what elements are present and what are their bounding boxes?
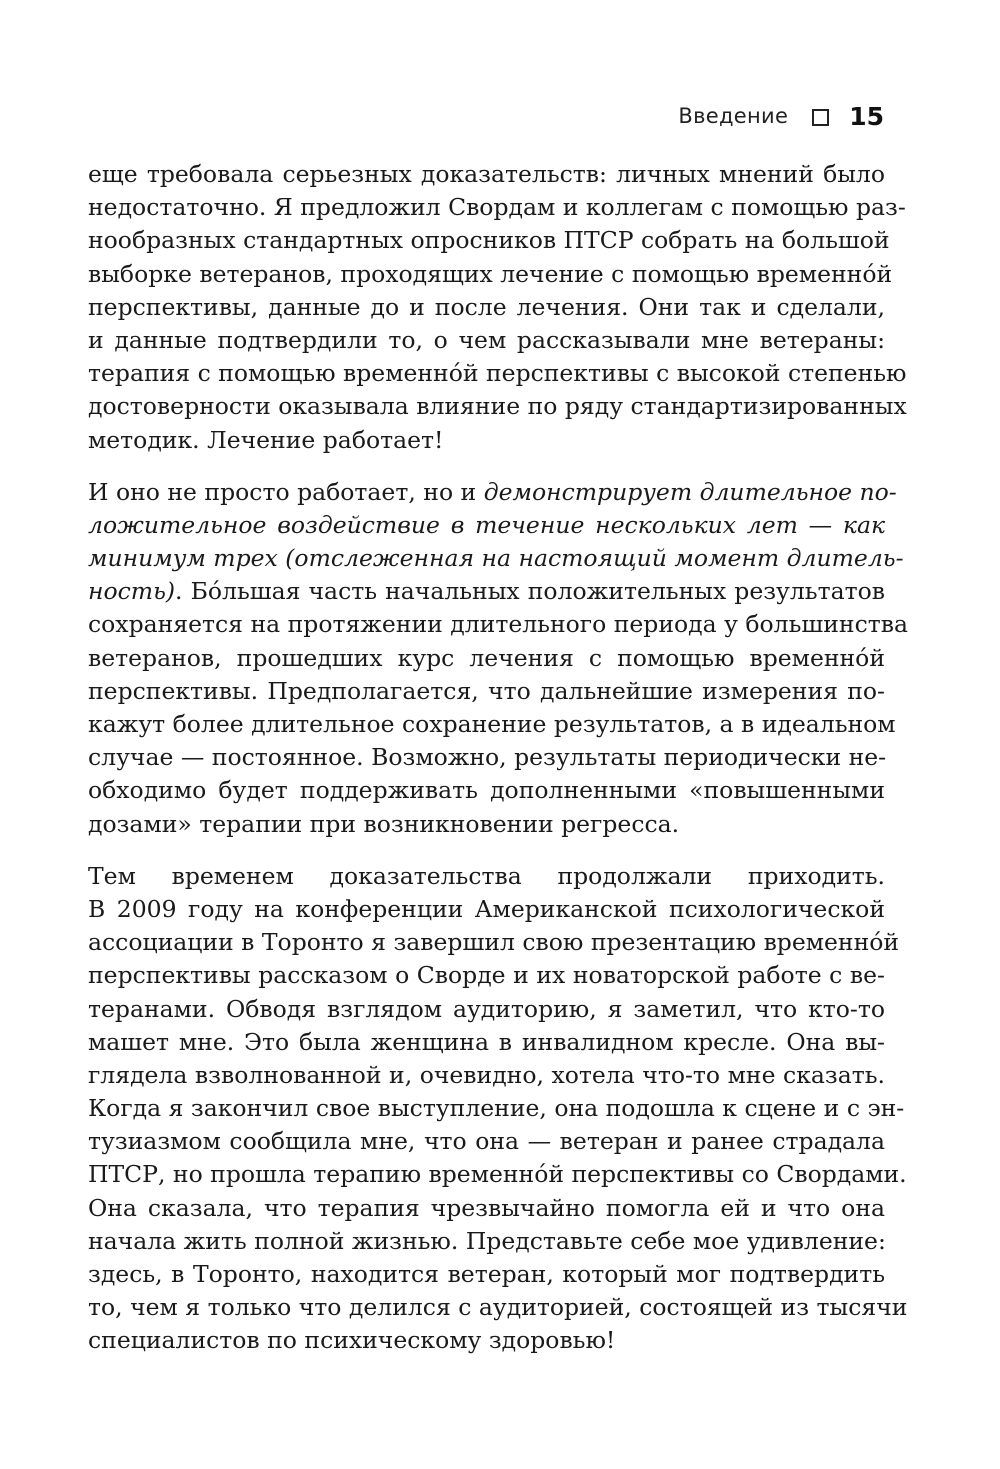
text-run: обходимо будет поддерживать дополненными «повышенными [88, 776, 885, 805]
text-run: Она сказала, что терапия чрезвычайно помогла ей и что она [88, 1193, 885, 1222]
text-line [88, 959, 885, 992]
text-line [88, 158, 885, 191]
text-run: ветеранов, прошедших курс лечения с помощью временнóй [88, 643, 885, 672]
text-run: недостаточно. Я предложил Свордам и коллегам с помощью раз- [88, 193, 906, 222]
text-run: машет мне. Это была женщина в инвалидном кресле. Она вы- [88, 1027, 885, 1056]
text-line [88, 993, 885, 1026]
text-line [88, 1125, 885, 1158]
text-line [88, 741, 885, 774]
square-box-icon [812, 109, 829, 126]
italic-text-run: ность) [88, 577, 176, 606]
text-line [88, 1059, 885, 1092]
text-line [88, 509, 885, 542]
text-line [88, 1092, 905, 1125]
text-run: Когда я закончил свое выступление, она подошла к сцене и с эн- [88, 1094, 905, 1123]
text-run: здесь, в Торонто, находится ветеран, который мог подтвердить [88, 1260, 885, 1288]
text-line [88, 675, 885, 708]
running-head [678, 98, 884, 134]
text-run: тузиазмом сообщила мне, что она — ветеран и ранее страдала [88, 1127, 885, 1156]
paragraph-gap [88, 841, 885, 860]
paragraph [88, 860, 908, 1358]
paragraph [88, 158, 907, 457]
text-run: В 2009 году на конференции Американской психологической [88, 894, 885, 923]
text-run: перспективы. Предполагается, что дальнейшие измерения по- [88, 676, 885, 705]
text-run: начала жить полной жизнью. Представьте себе мое удивление: [88, 1226, 886, 1255]
text-run: Тем временем доказательства продолжали приходить. [88, 861, 885, 890]
text-run: случае — постоянное. Возможно, результаты периодически не- [88, 743, 887, 772]
text-line [88, 1324, 885, 1357]
text-run: ассоциации в Торонто я завершил свою презентацию временнóй [88, 928, 900, 957]
text-line [88, 575, 885, 608]
text-run: . Бóльшая часть начальных положительных результатов [175, 577, 885, 606]
text-line [88, 1225, 885, 1258]
text-line [88, 808, 885, 841]
page-number: 15 [849, 101, 884, 131]
text-run: достоверности оказывала влияние по ряду стандартизированных [88, 392, 907, 421]
text-line [88, 191, 906, 224]
body-text [88, 158, 908, 1358]
text-run: еще требовала серьезных доказательств: личных мнений было [88, 160, 885, 188]
text-line [88, 708, 896, 741]
text-run: глядела взволнованной и, очевидно, хотела что-то мне сказать. [88, 1060, 885, 1089]
text-run: и данные подтвердили то, о чем рассказывали мне ветераны: [88, 325, 885, 354]
text-line [88, 258, 893, 291]
text-line [88, 291, 885, 324]
text-line [88, 390, 907, 423]
text-run: кажут более длительное сохранение результатов, а в идеальном [88, 710, 896, 738]
text-run: перспективы рассказом о Сворде и их новаторской работе с ве- [88, 961, 885, 990]
text-line [88, 642, 885, 675]
text-line [88, 476, 897, 509]
text-line [88, 424, 885, 457]
text-run: сохраняется на протяжении длительного периода у большинства [88, 610, 908, 639]
text-line [88, 608, 908, 641]
text-run: специалистов по психическому здоровью! [88, 1326, 616, 1355]
text-run: ПТСР, но прошла терапию временнóй перспективы со Свордами. [88, 1160, 907, 1189]
text-run: И оно не просто работает, но и [88, 477, 484, 506]
text-run: выборке ветеранов, проходящих лечение с помощью временнóй [88, 259, 893, 288]
text-line [88, 926, 900, 959]
text-run: теранами. Обводя взглядом аудиторию, я заметил, что кто-то [88, 994, 885, 1023]
text-line [88, 1192, 885, 1225]
text-line [88, 893, 885, 926]
text-line [88, 1258, 885, 1291]
text-run: нообразных стандартных опросников ПТСР собрать на большой [88, 226, 890, 255]
text-line [88, 860, 885, 893]
text-line [88, 774, 885, 807]
paragraph [88, 476, 908, 841]
text-line [88, 224, 890, 257]
text-line [88, 1158, 907, 1191]
text-run: то, чем я только что делился с аудиторией, состоящей из тысячи [88, 1293, 908, 1322]
text-run: перспективы, данные до и после лечения. Они так и сделали, [88, 292, 885, 321]
text-line [88, 357, 907, 390]
text-line [88, 324, 885, 357]
text-run: дозами» терапии при возникновении регресса. [88, 809, 680, 838]
text-run: терапия с помощью временнóй перспективы с высокой степенью [88, 359, 907, 388]
italic-text-run: демонстрирует длительное по- [483, 477, 897, 506]
text-run: методик. Лечение работает! [88, 425, 444, 454]
text-line [88, 1291, 908, 1324]
italic-text-run: ложительное воздействие в течение нескольких лет — как [88, 510, 885, 539]
paragraph-gap [88, 457, 885, 476]
text-line [88, 1026, 885, 1059]
section-title: Введение [678, 104, 789, 128]
text-line [88, 542, 904, 575]
italic-text-run: минимум трех (отслеженная на настоящий момент длитель- [88, 544, 904, 573]
